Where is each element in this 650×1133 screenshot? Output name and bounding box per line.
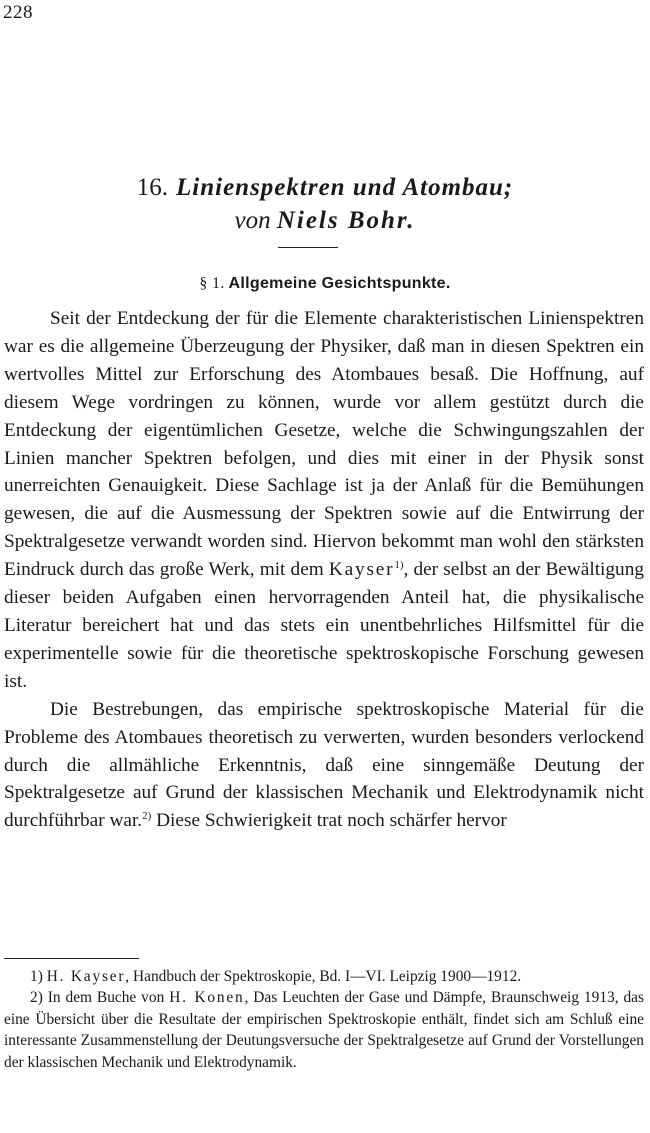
paragraph-text: Seit der Entdeckung der für die Elemente charakteristischen Linienspektren war es die allgemeine Überzeugung der Physiker, daß man in diesen Spektren ein wertvolles Mittel zur Erforschung des Atombaues besaß. Die Hoffnung, auf diesem Wege vordringen zu können, wurde vor allem gestützt durch die Entdeckung der eigentümlichen Gesetze, welche die Schwingungszahlen der Linien mancher Spektren befolgen, und dies mit einer in der Physik sonst unerreichten Genauigkeit. Diese Sachlage ist ja der Anlaß für die Bemühungen gewesen, die auf die Ausmessung der Spektren sowie auf die Entwirrung der Spektralgesetze verwandt worden sind. Hiervon bekommt man wohl den stärksten Eindruck durch das große Werk, mit dem bbox=[4, 308, 644, 581]
paragraph-text: , der selbst an der Bewältigung dieser beiden Aufgaben einen hervorragenden Anteil hat, die physikalische Literatur bereichert hat und das stets ein unentbehrliches Hilfsmittel für die experimentelle sowie für die theoretische spektroskopische Forschung gewesen ist. bbox=[4, 559, 644, 692]
author-name: Niels Bohr. bbox=[276, 207, 416, 234]
footnote-text: , Das Leuchten der Gase und Dämpfe, Braunschweig 1913, das eine Übersicht über die Resultate der empirischen Spektroskopie enthält, findet sich am Schluß eine interessante Zusammenstellung der Deutungsversuche der Spektralgesetze auf Grund der Vorstellungen der klassischen Mechanik und Elektrodynamik. bbox=[4, 989, 645, 1071]
footnote-ref: 2) bbox=[142, 810, 152, 823]
title-divider bbox=[278, 247, 338, 248]
byline bbox=[0, 204, 650, 237]
paragraph-text: Die Bestrebungen, das empirische spektroskopische Material für die Probleme des Atombaues theoretisch zu verwerten, wurden besonders verlockend durch die allmähliche Erkenntnis, daß eine sinngemäße Deutung der Spektralgesetze auf Grund der klassischen Mechanik und Elektrodynamik nicht durchführbar war. bbox=[4, 698, 644, 832]
title-line bbox=[0, 171, 650, 204]
paragraph-text: Diese Schwierigkeit trat noch schärfer hervor bbox=[156, 810, 507, 832]
footnote bbox=[4, 966, 644, 987]
section-symbol: § 1. bbox=[199, 275, 225, 292]
footnote-mark: 1) bbox=[30, 968, 43, 985]
footnote-mark: 2) bbox=[30, 989, 43, 1007]
page-number: 228 bbox=[3, 2, 33, 23]
article-title bbox=[0, 171, 650, 237]
footnote-author: H. Kayser bbox=[46, 968, 126, 985]
section-title: Allgemeine Gesichtspunkte. bbox=[228, 275, 451, 292]
title-main: Linienspektren und Atombau; bbox=[176, 174, 514, 201]
footnote-divider bbox=[4, 958, 139, 959]
section-heading bbox=[0, 275, 650, 293]
footnote-text: In dem Buche von bbox=[47, 989, 165, 1007]
cited-author: Kayser bbox=[328, 559, 395, 581]
footnote-author: H. Konen bbox=[169, 989, 245, 1007]
body-text bbox=[4, 305, 644, 835]
footnote bbox=[4, 987, 644, 1073]
footnote-ref: 1) bbox=[394, 559, 404, 572]
article-number: 16. bbox=[136, 174, 168, 201]
paragraph bbox=[4, 696, 644, 836]
footnote-text: , Handbuch der Spektroskopie, Bd. I—VI. Leipzig 1900—1912. bbox=[125, 968, 522, 985]
footnotes bbox=[4, 966, 644, 1073]
byline-prefix: von bbox=[234, 207, 271, 234]
paragraph bbox=[4, 305, 644, 696]
